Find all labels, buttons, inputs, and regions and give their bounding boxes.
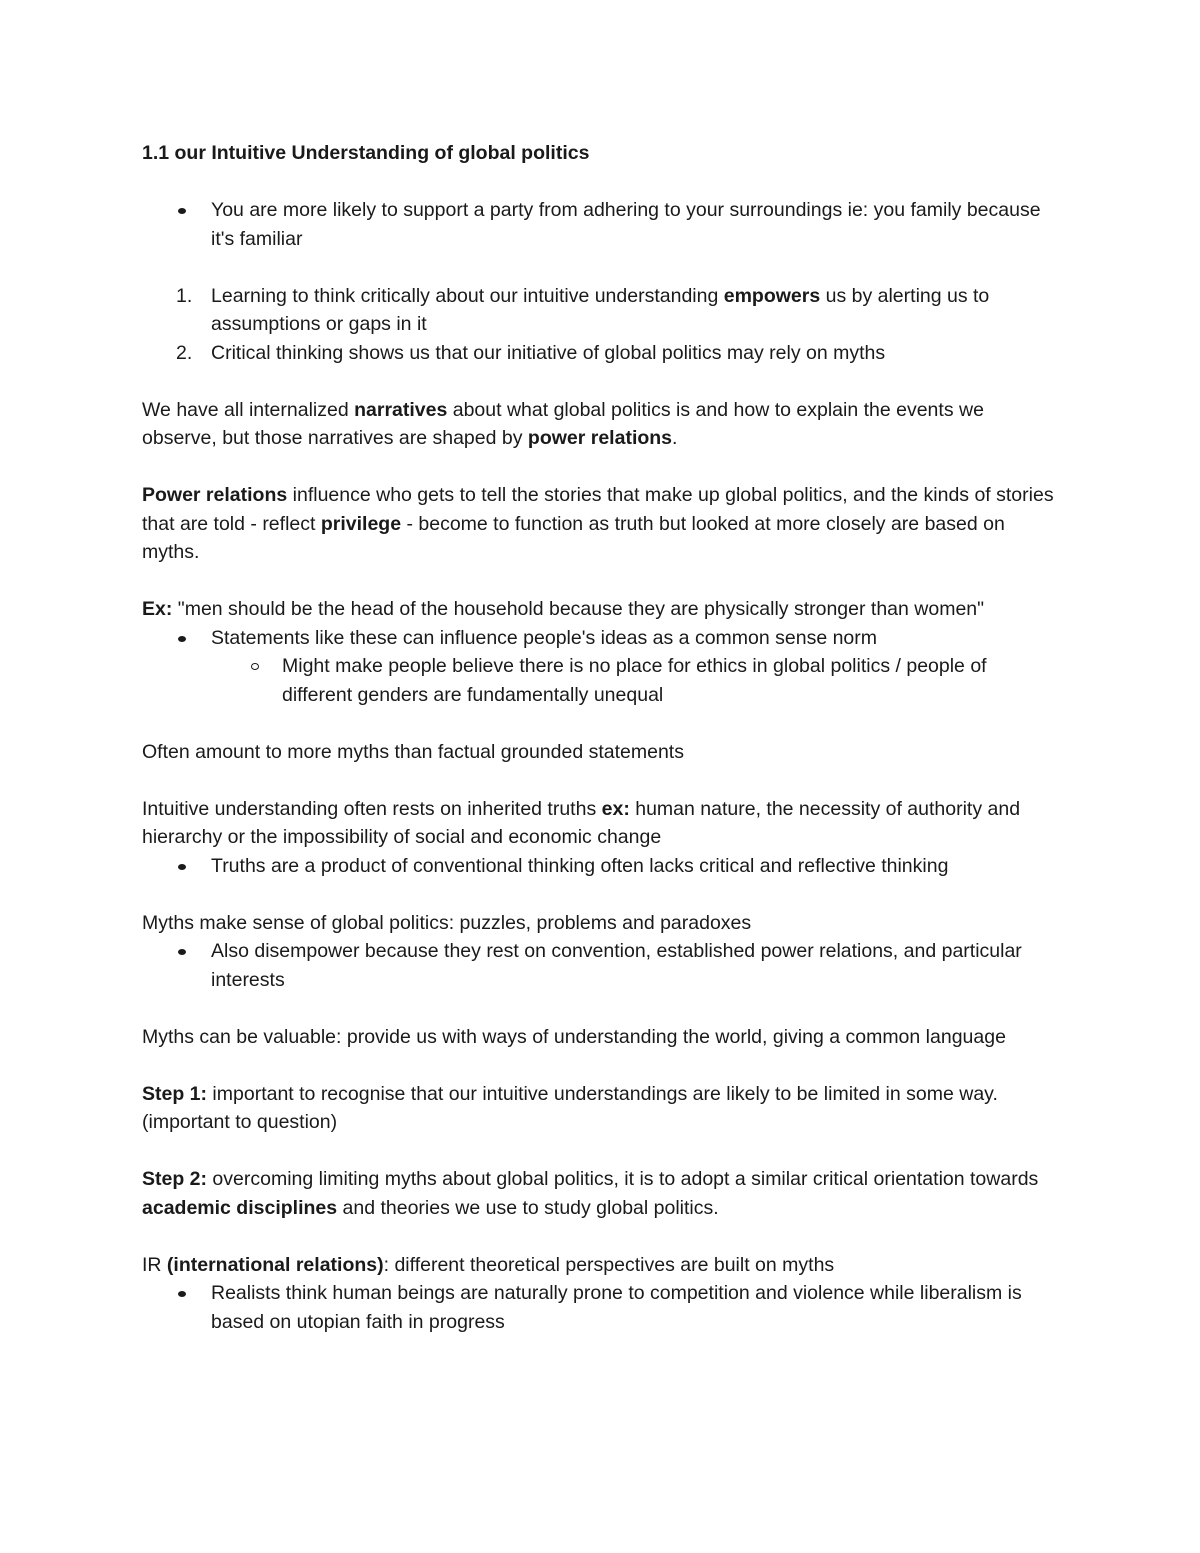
paragraph-myths-sense: Myths make sense of global politics: puzzles, problems and paradoxes	[142, 911, 752, 934]
bold-term: Ex:	[142, 598, 173, 620]
text-run: human nature, the necessity of authority and hierarchy or the impossibility of social and economic change	[142, 797, 1021, 848]
bold-term: Step 1:	[142, 1082, 208, 1105]
paragraph-example	[142, 595, 1062, 624]
bold-term: academic disciplines	[142, 1196, 338, 1219]
bullet-icon	[178, 949, 186, 955]
bold-term: privilege	[320, 512, 402, 535]
bold-term: power relations	[527, 427, 673, 449]
list-item-text: Statements like these can influence people's ideas as a common sense norm	[211, 626, 878, 649]
paragraph-narratives	[142, 396, 1062, 453]
text-run: us by alerting us to assumptions or gaps in it	[211, 284, 990, 335]
paragraph-step-2	[142, 1165, 1062, 1222]
text-run: about what global politics is and how to explain the events we observe, but those narratives are shaped by	[142, 398, 984, 449]
list-item	[142, 1279, 1062, 1336]
item-number: 1.	[176, 284, 193, 307]
bold-term: Power relations	[142, 484, 288, 506]
list-item-text: Also disempower because they rest on convention, established power relations, and particular interests	[211, 940, 1022, 991]
numbered-item-1	[142, 282, 1062, 339]
hollow-bullet-icon	[251, 663, 259, 670]
text-run: important to recognise that our intuitive understandings are likely to be limited in some way. (important to question)	[142, 1082, 998, 1133]
paragraph-inherited-truths	[142, 795, 1062, 852]
text-run: We have all internalized	[142, 398, 355, 421]
text-run: overcoming limiting myths about global politics, it is to adopt a similar critical orientation towards	[207, 1168, 1039, 1190]
text-run: : different theoretical perspectives are built on myths	[383, 1253, 835, 1276]
document-page	[142, 139, 1062, 1336]
paragraph-power-relations	[142, 481, 1062, 567]
bold-term: (international relations)	[166, 1253, 384, 1276]
list-item	[142, 852, 1062, 881]
list-item-text: You are more likely to support a party from adhering to your surroundings ie: you family because it's familiar	[211, 199, 1041, 250]
text-run: IR	[142, 1253, 167, 1276]
paragraph-myths-valuable: Myths can be valuable: provide us with ways of understanding the world, giving a common language	[142, 1025, 1006, 1048]
bold-term: ex:	[601, 797, 630, 820]
text-run: "men should be the head of the household because they are physically stronger than women"	[172, 598, 985, 620]
paragraph-step-1	[142, 1080, 1062, 1137]
bold-term: narratives	[354, 398, 448, 421]
list-item	[142, 624, 1062, 653]
text-run: Learning to think critically about our intuitive understanding	[211, 284, 724, 307]
bullet-icon	[178, 208, 186, 214]
list-item	[142, 196, 1062, 253]
bold-term: empowers	[723, 284, 821, 307]
text-run: .	[672, 427, 678, 449]
text-run: Critical thinking shows us that our initiative of global politics may rely on myths	[211, 341, 886, 364]
list-item-text: Might make people believe there is no place for ethics in global politics / people of different genders are fundamentally unequal	[282, 655, 987, 706]
bold-term: Step 2:	[142, 1168, 208, 1190]
paragraph-myths: Often amount to more myths than factual grounded statements	[142, 740, 684, 763]
paragraph-ir	[142, 1251, 1062, 1280]
sub-list-item	[142, 652, 1062, 709]
text-run: Intuitive understanding often rests on inherited truths	[142, 797, 602, 820]
numbered-item-2	[142, 339, 1062, 368]
bullet-icon	[178, 864, 186, 870]
text-run: and theories we use to study global politics.	[337, 1196, 719, 1219]
document-title: 1.1 our Intuitive Understanding of global politics	[142, 142, 590, 164]
item-number: 2.	[176, 341, 193, 364]
list-item	[142, 937, 1062, 994]
bullet-icon	[178, 636, 186, 642]
bullet-icon	[178, 1291, 186, 1297]
text-run: - become to function as truth but looked at more closely are based on myths.	[142, 512, 1005, 563]
list-item-text: Truths are a product of conventional thinking often lacks critical and reflective thinking	[211, 854, 949, 877]
text-run: influence who gets to tell the stories that make up global politics, and the kinds of stories that are told - reflect	[142, 484, 1054, 535]
list-item-text: Realists think human beings are naturally prone to competition and violence while liberalism is based on utopian faith in progress	[211, 1282, 1022, 1333]
